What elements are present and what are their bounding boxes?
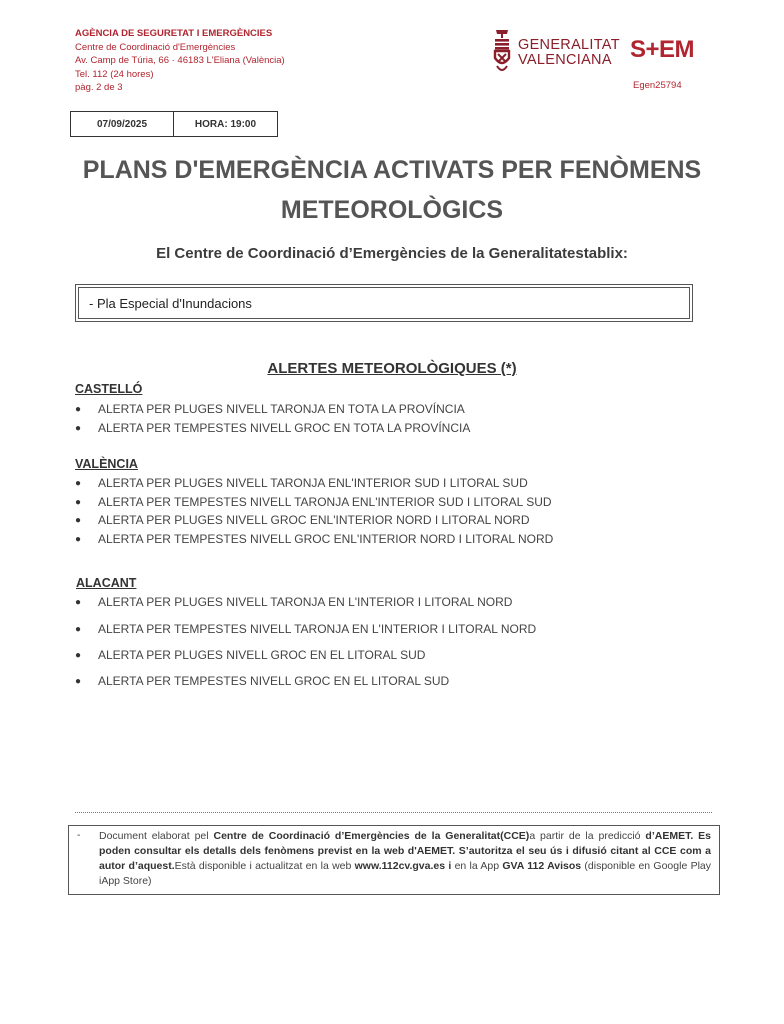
region-castello: CASTELLÓ xyxy=(75,382,143,396)
footer-text-1: Document elaborat pel xyxy=(99,830,214,842)
bullet-icon: ● xyxy=(75,675,82,687)
footer-app-name: GVA 112 Avisos xyxy=(502,860,582,872)
page-title-line2: METEOROLÒGICS xyxy=(280,196,504,224)
bullet-icon: ● xyxy=(75,514,82,526)
footer-text xyxy=(99,829,711,889)
generalitat-valenciana-logo xyxy=(492,28,620,74)
region-alacant: ALACANT xyxy=(76,576,137,590)
footer-box xyxy=(68,825,720,895)
footer-website-link[interactable]: www.112cv.gva.es i xyxy=(354,860,452,872)
alert-text: ALERTA PER PLUGES NIVELL GROC ENL'INTERIOR NORD I LITORAL NORD xyxy=(98,513,530,527)
alert-item xyxy=(75,648,695,662)
page-title-line1: PLANS D'EMERGÈNCIA ACTIVATS PER FENÒMENS xyxy=(82,156,702,184)
alert-text: ALERTA PER TEMPESTES NIVELL GROC EN EL LITORAL SUD xyxy=(98,674,450,688)
region-valencia: VALÈNCIA xyxy=(75,457,138,471)
agency-phone: Tel. 112 (24 hores) xyxy=(75,68,154,80)
alert-text: ALERTA PER PLUGES NIVELL TARONJA EN TOTA LA PROVÍNCIA xyxy=(98,402,465,416)
alert-item xyxy=(75,532,695,546)
alert-item xyxy=(75,476,695,490)
active-plans-box xyxy=(75,284,693,322)
footer-bold-2: d’AEMET. Es poden consultar els detalls dels fenòmens previst en la web d'AEMET. S’autoritza el seu ús i difusió citant al CCE com a autor d’aquest. xyxy=(99,830,711,872)
alerts-title: ALERTES METEOROLÒGIQUES (*) xyxy=(267,360,517,377)
page-title xyxy=(60,150,724,230)
reference-code: Egen25794 xyxy=(633,80,682,91)
date-cell: 07/09/2025 xyxy=(71,112,174,136)
alert-text: ALERTA PER PLUGES NIVELL GROC EN EL LITORAL SUD xyxy=(98,648,426,662)
alert-text: ALERTA PER TEMPESTES NIVELL GROC ENL'INTERIOR NORD I LITORAL NORD xyxy=(98,532,554,546)
footer-text-5: (disponible en Google Play iApp Store) xyxy=(99,860,711,887)
generalitat-line1: GENERALITAT xyxy=(518,37,620,53)
agency-address: Av. Camp de Túria, 66 · 46183 L'Eliana (València) xyxy=(75,55,285,66)
bullet-icon: ● xyxy=(75,623,82,635)
alert-item xyxy=(75,495,695,509)
footer-text-2: a partir de la predicció xyxy=(529,830,646,842)
generalitat-line2: VALENCIANA xyxy=(518,52,612,68)
footer-bold-1: Centre de Coordinació d’Emergències de la Generalitat(CCE) xyxy=(213,830,530,842)
footer-text-4: en la App xyxy=(451,860,503,872)
alert-item xyxy=(75,421,695,435)
alert-text: ALERTA PER TEMPESTES NIVELL TARONJA EN L'INTERIOR I LITORAL NORD xyxy=(98,622,537,636)
bullet-icon: ● xyxy=(75,422,82,434)
alert-item xyxy=(75,513,695,527)
generalitat-text xyxy=(518,38,620,68)
subtitle: El Centre de Coordinació d’Emergències de la Generalitatestablix: xyxy=(156,245,628,262)
footer-dash: - xyxy=(77,829,81,841)
alert-item xyxy=(75,674,695,688)
logos xyxy=(492,28,722,98)
page-number: pàg. 2 de 3 xyxy=(75,82,123,93)
bullet-icon: ● xyxy=(75,649,82,661)
alert-item xyxy=(75,402,695,416)
agency-block xyxy=(75,27,405,95)
alert-text: ALERTA PER TEMPESTES NIVELL TARONJA ENL'INTERIOR SUD I LITORAL SUD xyxy=(98,495,552,509)
alert-text: ALERTA PER TEMPESTES NIVELL GROC EN TOTA LA PROVÍNCIA xyxy=(98,421,471,435)
bullet-icon: ● xyxy=(75,477,82,489)
alerts-title-row xyxy=(0,360,784,378)
footer-text-3: Està disponible i actualitzat en la web xyxy=(174,860,355,872)
bullet-icon: ● xyxy=(75,533,82,545)
date-hour-box xyxy=(70,111,278,137)
bullet-icon: ● xyxy=(75,496,82,508)
active-plan: - Pla Especial d'Inundacions xyxy=(78,287,690,319)
bullet-icon: ● xyxy=(75,596,82,608)
bullet-icon: ● xyxy=(75,403,82,415)
alert-text: ALERTA PER PLUGES NIVELL TARONJA ENL'INTERIOR SUD I LITORAL SUD xyxy=(98,476,528,490)
dotted-divider xyxy=(75,812,712,813)
agency-name: AGÈNCIA DE SEGURETAT I EMERGÈNCIES xyxy=(75,28,273,39)
agency-center: Centre de Coordinació d'Emergències xyxy=(75,41,236,53)
alert-item xyxy=(75,622,695,636)
generalitat-emblem-icon xyxy=(492,28,512,74)
sem-logo: S+EM xyxy=(630,36,695,63)
alert-text: ALERTA PER PLUGES NIVELL TARONJA EN L'INTERIOR I LITORAL NORD xyxy=(98,595,513,609)
hour-cell: HORA: 19:00 xyxy=(194,118,257,130)
alert-item xyxy=(75,595,695,609)
